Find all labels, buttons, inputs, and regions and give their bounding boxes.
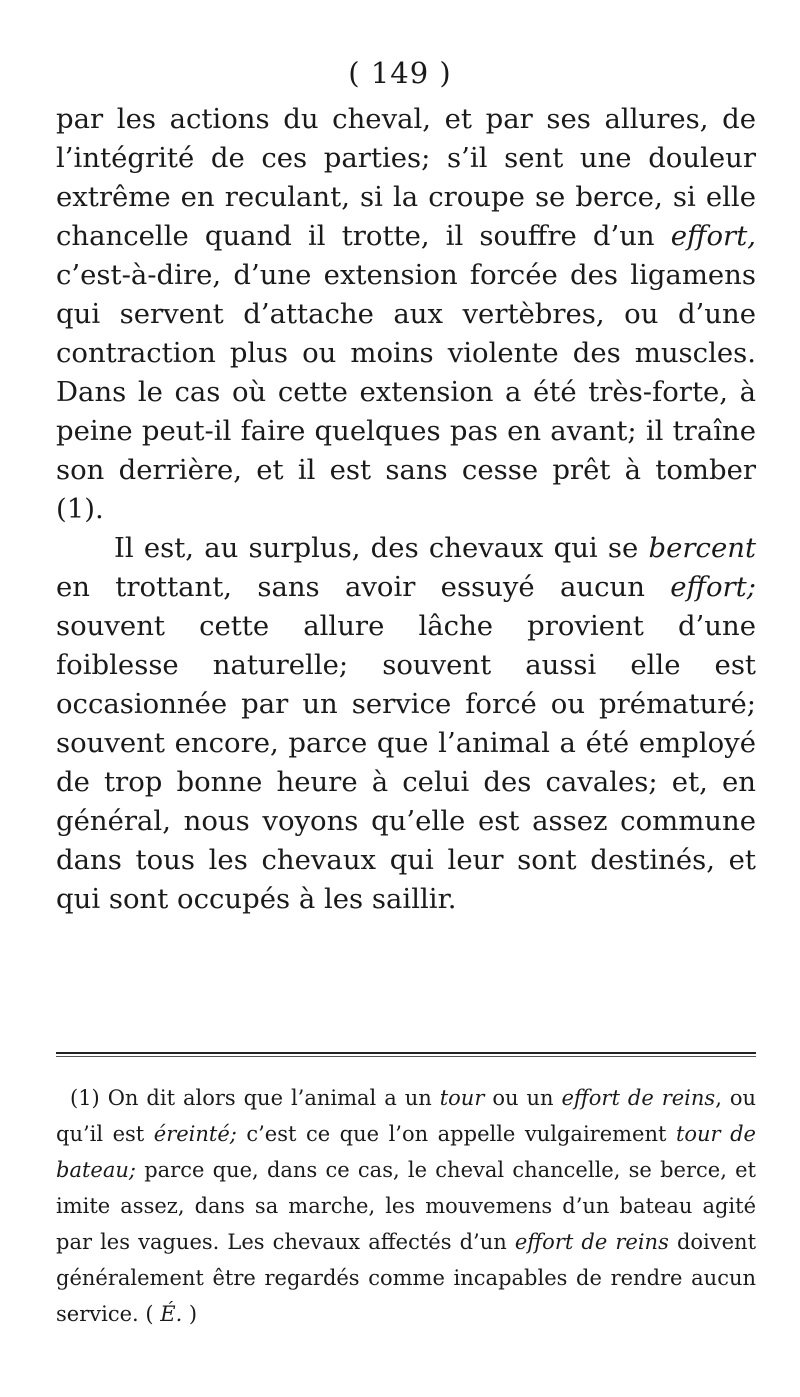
- paragraph-2-text-2: en trottant, sans avoir essuyé aucun: [56, 571, 671, 603]
- paragraph-1-text-2: c’est-à-dire, d’une extension forcée des ligamens qui servent d’attache aux vertèbres, ou d’une contraction plus ou moins violente des muscles. Dans le cas où cette extension a été très-forte, à peine peut-il faire quelques pas en avant; il traîne son derrière, et il est sans cesse prêt à tomber (1).: [56, 259, 756, 525]
- footnote: [56, 1080, 756, 1332]
- paragraph-2-emphasis-1: bercent: [648, 532, 756, 564]
- footnote-emphasis-5: effort de reins: [514, 1230, 669, 1254]
- footnote-text-7: ): [182, 1302, 198, 1326]
- footnote-emphasis-4: tour de bateau;: [56, 1122, 756, 1182]
- paragraph-2-text-1: Il est, au surplus, des chevaux qui se: [114, 532, 649, 564]
- footnote-text-6: doivent généralement être regardés comme incapables de rendre aucun service. (: [56, 1230, 757, 1326]
- footnote-text-4: c’est ce que l’on appelle vulgairement: [236, 1122, 676, 1146]
- footnote-text-1: (1) On dit alors que l’animal a un: [70, 1086, 440, 1110]
- footnote-text-3: , ou qu’il est: [56, 1086, 756, 1146]
- footnote-text-5: parce que, dans ce cas, le cheval chancelle, se berce, et imite assez, dans sa marche, les mouvemens d’un bateau agité par les vagues. Les chevaux affectés d’un: [56, 1158, 756, 1254]
- paragraph-1-text-1: par les actions du cheval, et par ses allures, de l’intégrité de ces parties; s’il sent une douleur extrême en reculant, si la croupe se berce, si elle chancelle quand il trotte, il souffre d’un: [56, 103, 756, 252]
- main-text: [56, 100, 756, 919]
- footnote-emphasis-1: tour: [439, 1086, 485, 1110]
- paragraph-2: [56, 529, 756, 919]
- footnote-divider: [56, 1052, 756, 1054]
- footnote-emphasis-2: effort de reins: [561, 1086, 716, 1110]
- paragraph-2-emphasis-2: effort;: [670, 571, 756, 603]
- footnote-emphasis-6: É.: [160, 1302, 183, 1326]
- footnote-text-2: ou un: [484, 1086, 562, 1110]
- footnote-divider-thin: [56, 1056, 756, 1057]
- paragraph-1-emphasis-1: effort,: [670, 220, 756, 252]
- page-number: ( 149 ): [348, 56, 452, 90]
- paragraph-2-text-3: souvent cette allure lâche provient d’une foiblesse naturelle; souvent aussi elle est occasionnée par un service forcé ou prématuré; souvent encore, parce que l’animal a été employé de trop bonne heure à celui des cavales; et, en général, nous voyons qu’elle est assez commune dans tous les chevaux qui leur sont destinés, et qui sont occupés à les saillir.: [56, 610, 756, 915]
- footnote-emphasis-3: éreinté;: [153, 1122, 237, 1146]
- paragraph-1: [56, 100, 756, 529]
